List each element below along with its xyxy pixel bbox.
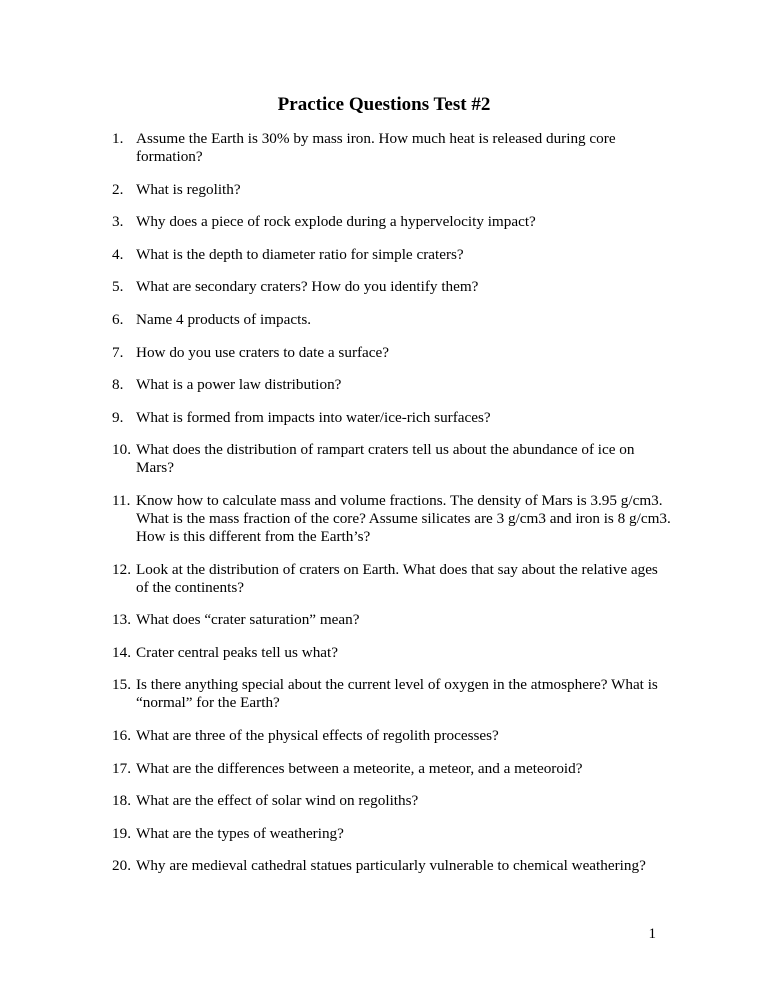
question-item (112, 676, 672, 712)
question-text: Know how to calculate mass and volume fractions. The density of Mars is 3.95 g/cm3. What is the mass fraction of the core? Assume silicates are 3 g/cm3 and iron is 8 g/cm3. How is this different from the Earth’s? (136, 491, 671, 545)
question-item (112, 792, 672, 810)
question-text: What are the effect of solar wind on regoliths? (136, 792, 419, 810)
question-item (112, 130, 672, 166)
question-item (112, 611, 672, 629)
question-item (112, 278, 672, 296)
question-text: What does the distribution of rampart craters tell us about the abundance of ice on Mars? (136, 441, 635, 477)
question-text: What is the depth to diameter ratio for simple craters? (136, 245, 464, 263)
question-item (112, 825, 672, 843)
question-text: How do you use craters to date a surface? (136, 343, 390, 361)
page-number: 1 (648, 926, 656, 942)
question-item (112, 492, 672, 546)
question-text: Name 4 products of impacts. (136, 310, 312, 328)
question-number: 17. (112, 759, 131, 777)
question-item (112, 561, 672, 597)
question-text: What are three of the physical effects of regolith processes? (136, 726, 499, 744)
question-text: Assume the Earth is 30% by mass iron. How much heat is released during core formation? (136, 130, 616, 165)
question-number: 19. (112, 824, 131, 842)
question-item (112, 376, 672, 394)
question-number: 11. (112, 491, 131, 509)
question-number: 2. (112, 180, 124, 198)
question-item (112, 644, 672, 662)
question-text: Why are medieval cathedral statues particularly vulnerable to chemical weathering? (136, 857, 646, 875)
question-text: What does “crater saturation” mean? (136, 611, 360, 629)
question-number: 20. (112, 857, 131, 875)
question-text: Look at the distribution of craters on Earth. What does that say about the relative ages of the continents? (136, 560, 658, 596)
question-item (112, 181, 672, 199)
question-number: 4. (112, 245, 124, 263)
question-item (112, 441, 672, 477)
question-number: 5. (112, 278, 124, 296)
question-number: 10. (112, 441, 131, 459)
question-number: 6. (112, 310, 124, 328)
question-number: 3. (112, 213, 124, 231)
question-item (112, 409, 672, 427)
question-number: 13. (112, 611, 131, 629)
question-number: 14. (112, 643, 131, 661)
question-text: What is a power law distribution? (136, 376, 342, 394)
document-title: Practice Questions Test #2 (277, 94, 491, 115)
question-list (112, 130, 672, 890)
question-text: What is regolith? (136, 180, 241, 198)
question-item (112, 727, 672, 745)
question-item (112, 344, 672, 362)
question-item (112, 311, 672, 329)
question-text: What are secondary craters? How do you identify them? (136, 278, 479, 296)
question-text: What is formed from impacts into water/ice-rich surfaces? (136, 408, 491, 426)
question-item (112, 246, 672, 264)
question-number: 9. (112, 408, 124, 426)
question-text: Why does a piece of rock explode during a hypervelocity impact? (136, 213, 536, 231)
question-number: 1. (112, 130, 124, 147)
question-text: What are the types of weathering? (136, 824, 344, 842)
question-number: 18. (112, 792, 131, 810)
question-text: Is there anything special about the current level of oxygen in the atmosphere? What is “normal” for the Earth? (136, 676, 658, 712)
question-item (112, 760, 672, 778)
question-text: What are the differences between a meteorite, a meteor, and a meteoroid? (136, 759, 583, 777)
question-item (112, 857, 672, 875)
question-number: 15. (112, 676, 131, 694)
question-number: 12. (112, 560, 131, 578)
question-number: 8. (112, 376, 124, 394)
question-text: Crater central peaks tell us what? (136, 643, 338, 661)
question-item (112, 213, 672, 231)
question-number: 7. (112, 343, 124, 361)
question-number: 16. (112, 726, 131, 744)
